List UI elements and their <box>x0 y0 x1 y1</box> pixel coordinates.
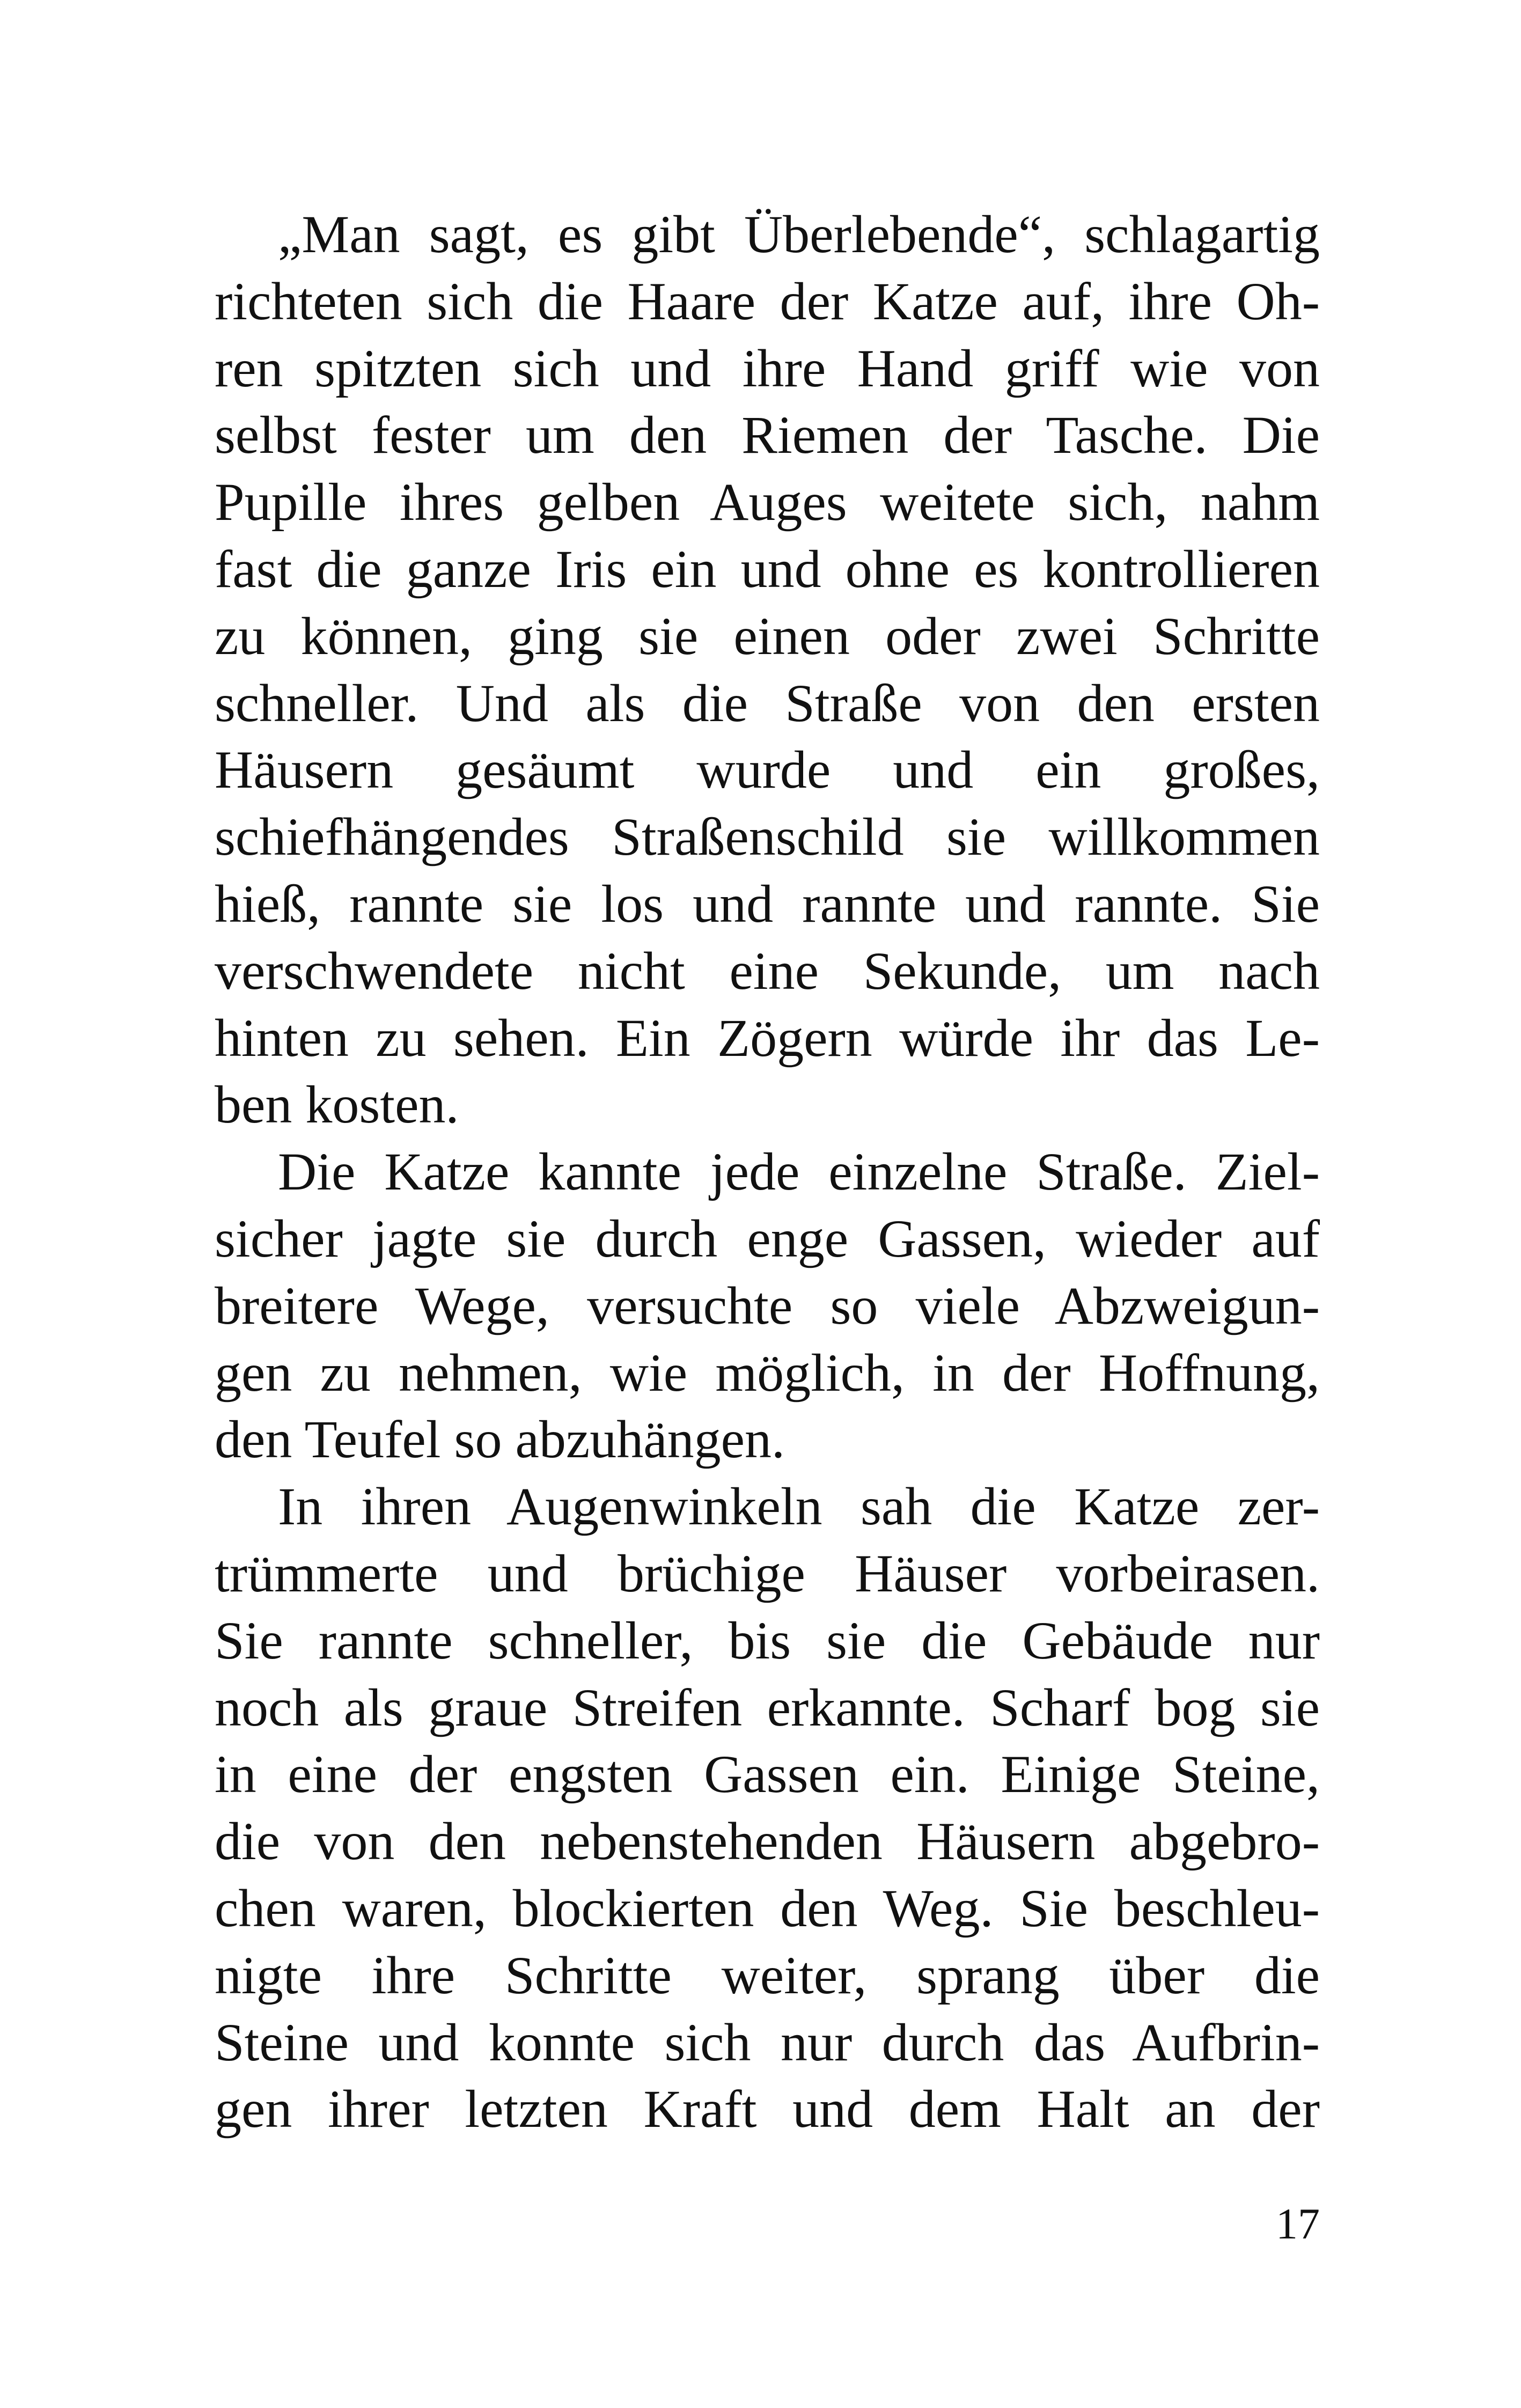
text-line: zu können, ging sie einen oder zwei Schritte <box>215 606 1320 666</box>
text-line: den Teufel so abzuhängen. <box>215 1409 785 1470</box>
text-line: chen waren, blockierten den Weg. Sie beschleu- <box>215 1878 1320 1938</box>
text-line: schiefhängendes Straßenschild sie willkommen <box>215 807 1320 867</box>
text-line: hinten zu sehen. Ein Zögern würde ihr das Le- <box>215 1008 1320 1068</box>
text-line: selbst fester um den Riemen der Tasche. Die <box>215 405 1320 465</box>
text-line: ren spitzten sich und ihre Hand griff wie von <box>215 338 1320 398</box>
text-line: hieß, rannte sie los und rannte und rannte. Sie <box>215 873 1320 934</box>
text-line: Pupille ihres gelben Auges weitete sich, nahm <box>215 472 1320 532</box>
text-line: schneller. Und als die Straße von den ersten <box>215 673 1320 733</box>
text-line: nigte ihre Schritte weiter, sprang über die <box>215 1945 1320 2005</box>
text-line: breitere Wege, versuchte so viele Abzweigun- <box>215 1275 1320 1335</box>
text-line: ben kosten. <box>215 1075 459 1135</box>
page-number: 17 <box>1276 2199 1320 2248</box>
text-line: Steine und konnte sich nur durch das Aufbrin- <box>215 2012 1320 2072</box>
text-line: trümmerte und brüchige Häuser vorbeirasen. <box>215 1543 1320 1603</box>
text-line: fast die ganze Iris ein und ohne es kontrollieren <box>215 539 1320 599</box>
text-line: In ihren Augenwinkeln sah die Katze zer- <box>278 1477 1320 1537</box>
text-line: noch als graue Streifen erkannte. Scharf bog sie <box>215 1677 1320 1737</box>
text-line: gen zu nehmen, wie möglich, in der Hoffnung, <box>215 1342 1320 1403</box>
text-line: in eine der engsten Gassen ein. Einige Steine, <box>215 1744 1320 1804</box>
body-text <box>215 201 1320 2143</box>
text-line: „Man sagt, es gibt Überlebende“, schlagartig <box>278 204 1320 264</box>
text-line: gen ihrer letzten Kraft und dem Halt an der <box>215 2079 1320 2139</box>
text-line: Häusern gesäumt wurde und ein großes, <box>215 740 1320 800</box>
text-line: Die Katze kannte jede einzelne Straße. Ziel- <box>278 1142 1320 1202</box>
text-line: richteten sich die Haare der Katze auf, ihre Oh- <box>215 271 1320 331</box>
text-line: sicher jagte sie durch enge Gassen, wieder auf <box>215 1208 1320 1268</box>
text-line: die von den nebenstehenden Häusern abgebro- <box>215 1811 1320 1871</box>
text-line: Sie rannte schneller, bis sie die Gebäude nur <box>215 1610 1320 1670</box>
text-line: verschwendete nicht eine Sekunde, um nach <box>215 941 1320 1001</box>
